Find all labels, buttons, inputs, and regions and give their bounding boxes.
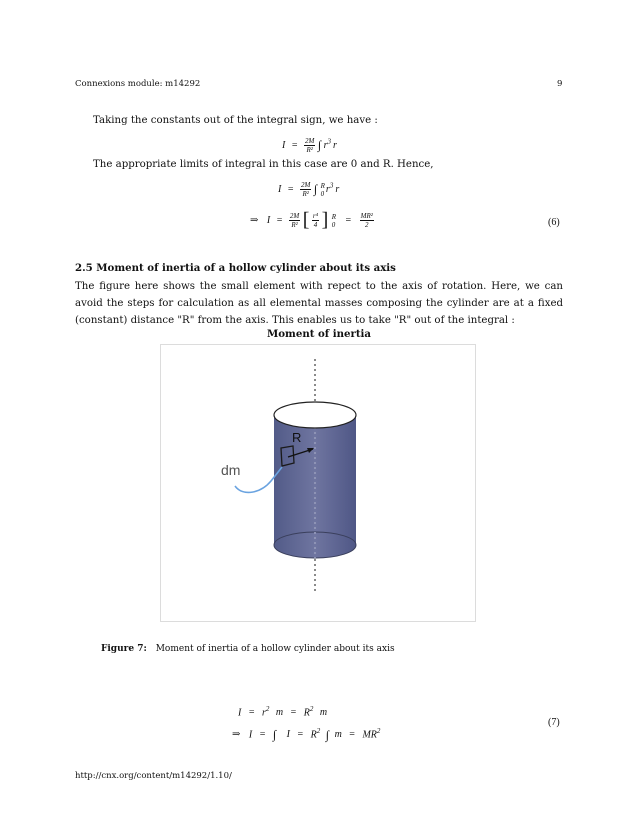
figure-caption (101, 644, 395, 654)
figure-caption-label: Figure 7: (101, 644, 147, 654)
equation-number-7: (7) (548, 717, 560, 728)
eq-sign: = (291, 139, 298, 151)
equation-integral-constants: I = $\frac{2M}{\text{R²}}$ ∫ $r^3$ r (282, 137, 337, 154)
equation-7-line-1: $I = r^2$ $m = R^2$ m (238, 705, 328, 719)
equation-7-line-2: ⇒ I = ∫ $I = R^2$ ∫ $m = MR^2$ (232, 727, 381, 742)
eq-lhs: I (282, 139, 286, 151)
figure-frame (160, 344, 476, 622)
equation-number-6: (6) (548, 217, 560, 228)
equation-result-6: ⇒ I = $\frac{2M}{\text{R²}}$ [ $\frac{\text{r⁴}}{4}$ ] R 0 = $\frac{\text{MR²}}{2}$ (250, 209, 373, 231)
cylinder-body (274, 415, 356, 558)
page-number: 9 (557, 79, 563, 89)
radius-label: R (292, 430, 302, 445)
limits-paragraph: The appropriate limits of integral in this case are 0 and R. Hence, (93, 159, 434, 170)
section-heading: 2.5 Moment of inertia of a hollow cylinder about its axis (75, 262, 396, 274)
intro-paragraph: Taking the constants out of the integral sign, we have : (93, 115, 378, 126)
section-paragraph: The figure here shows the small element with repect to the axis of rotation. Here, we can avoid the steps for calculation as all elemental masses composing the cylinder are at a fixed (constant) distance "R" from the axis. This enables us to take "R" out of the integral : (75, 281, 563, 326)
hollow-cylinder-diagram (161, 345, 475, 621)
equation-with-limits: I = $\frac{2M}{\text{R²}}$ ∫ R 0 $r^3$ r (278, 181, 340, 198)
integral-sign: ∫ (317, 138, 322, 152)
figure-caption-text: Moment of inertia of a hollow cylinder about its axis (155, 644, 395, 654)
figure-title: Moment of inertia (266, 328, 372, 340)
footer-url[interactable]: http://cnx.org/content/m14292/1.10/ (75, 771, 232, 781)
dm-label: dm (221, 462, 241, 478)
eq-fraction: $\frac{2M}{\text{R²}}$ (304, 137, 315, 154)
running-header: Connexions module: m14292 (75, 79, 201, 89)
cylinder-top-rim (274, 402, 356, 428)
